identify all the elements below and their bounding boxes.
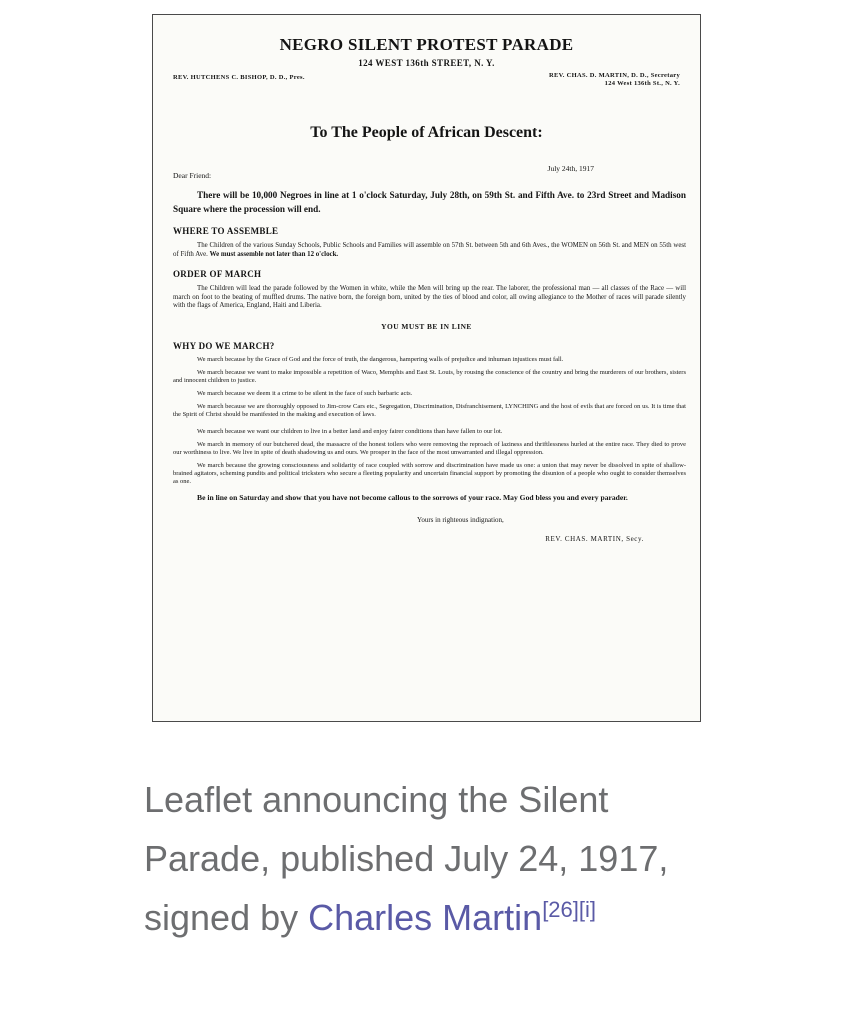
leaflet-image[interactable]	[152, 14, 701, 722]
leaflet-closing: Be in line on Saturday and show that you have not become callous to the sorrows of your race. May God bless you and every parader.	[197, 493, 628, 503]
leaflet-secretary	[549, 72, 680, 88]
leaflet-signature: REV. CHAS. MARTIN, Secy.	[545, 535, 644, 544]
reason-paragraph: We march because by the Grace of God and the force of truth, the dangerous, hampering walls of prejudice and inhuman injustices must fall.	[197, 355, 564, 363]
order-of-march-text: The Children will lead the parade followed by the Women in white, while the Men will bring up the rear. The laborer, the professional man — all classes of the Race — will march on foot to the beating of muffled drums. The native born, the foreign born, united by the ties of blood and color, all owing allegiance to the Mother of races will parade silently with the flags of America, England, Haiti and Liberia.	[173, 285, 686, 310]
caption-text: Leaflet announcing the Silent Parade, published July 24, 1917, signed by	[144, 779, 669, 938]
leaflet-president: REV. HUTCHENS C. BISHOP, D. D., Pres.	[173, 74, 305, 81]
leaflet-officers	[167, 72, 686, 100]
leaflet-secretary-address: 124 West 136th St., N. Y.	[604, 80, 680, 87]
leaflet-secretary-name: REV. CHAS. D. MARTIN, D. D., Secretary	[549, 72, 680, 79]
leaflet-title: NEGRO SILENT PROTEST PARADE	[279, 35, 574, 54]
reason-paragraph: We march because we want our children to live in a better land and enjoy fairer conditions than have fallen to our lot.	[197, 427, 503, 435]
leaflet-document	[167, 27, 686, 543]
reason-paragraph: We march because the growing consciousness and solidarity of race coupled with sorrow and discrimination have made us one: a union that may never be dissolved in spite of shallow-brained agitators, scheming pundits and political tricksters who secure a fleeting popularity and uncertain financial support by promoting the disunion of a people who ought to consider themselves as one.	[173, 461, 686, 486]
where-bold-text: We must assemble not later than 12 o'clock.	[209, 250, 339, 258]
reason-paragraph: We march because we are thoroughly opposed to Jim-crow Cars etc., Segregation, Discrimination, Disfranchisement, LYNCHING and the host of evils that are forced on us. It is time that the Spirit of Christ should be manifested in the making and execution of laws.	[173, 403, 686, 419]
charles-martin-link[interactable]: Charles Martin	[308, 897, 543, 938]
leaflet-heading: To The People of African Descent:	[310, 124, 543, 141]
must-be-in-line: YOU MUST BE IN LINE	[381, 321, 472, 331]
reason-paragraph: We march because we deem it a crime to be silent in the face of such barbaric acts.	[197, 390, 413, 398]
leaflet-announcement: There will be 10,000 Negroes in line at 1 o'clock Saturday, July 28th, on 59th St. and Fifth Ave. to 23rd Street and Madison Square where the procession will end.	[173, 190, 686, 214]
where-to-assemble-title: WHERE TO ASSEMBLE	[173, 226, 279, 236]
order-of-march-title: ORDER OF MARCH	[173, 269, 262, 280]
why-we-march-title: WHY DO WE MARCH?	[173, 340, 275, 351]
reason-paragraph: We march because we want to make impossible a repetition of Waco, Memphis and East St. Louis, by rousing the conscience of the country and bring the murderers of our brothers, sisters and innocent children to justice.	[173, 369, 686, 385]
image-caption	[144, 770, 724, 947]
note-i-link[interactable]: [i]	[578, 897, 597, 922]
leaflet-date: July 24th, 1917	[547, 164, 594, 173]
reason-paragraph: We march in memory of our butchered dead, the massacre of the honest toilers who were removing the reproach of laziness and thriftlessness hurled at the entire race. They died to prove our worthiness to live. We live in spite of death shadowing us and ours. We prosper in the face of the most unwarranted and illegal oppression.	[173, 440, 686, 456]
leaflet-greeting: Dear Friend:	[173, 171, 212, 180]
reference-26-link[interactable]: [26]	[542, 897, 579, 922]
where-to-assemble-text	[167, 242, 686, 259]
leaflet-valediction: Yours in righteous indignation,	[417, 516, 504, 525]
leaflet-address: 124 WEST 136th STREET, N. Y.	[358, 58, 495, 68]
where-text: The Children of the various Sunday Schools, Public Schools and Families will assemble on 57th St. between 5th and 6th Aves., the WOMEN on 56th St. and MEN on 55th west of Fifth Ave.	[173, 242, 686, 258]
